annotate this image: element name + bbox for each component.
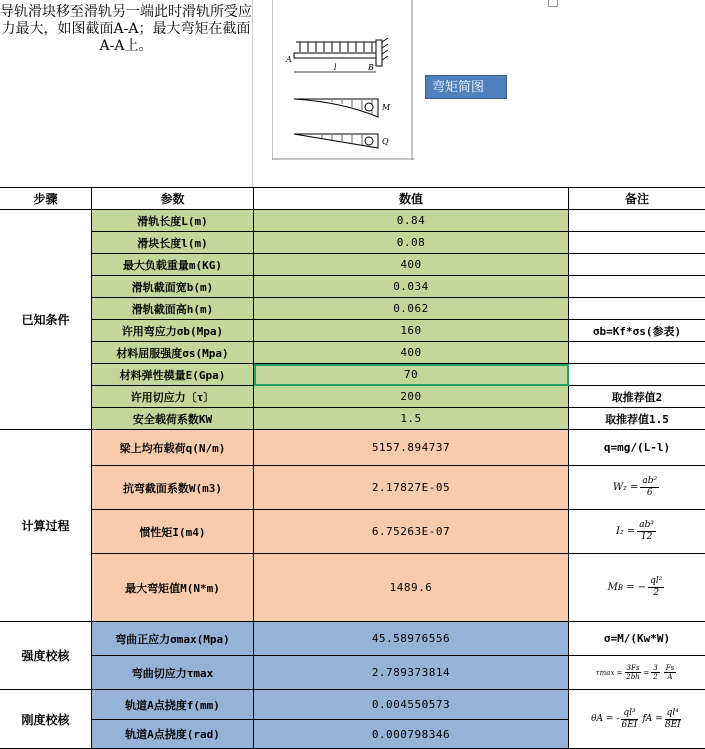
param-cell: 许用弯应力σb(Mpa)	[92, 320, 254, 342]
formula-f-den: 8EI	[664, 719, 681, 730]
value-cell[interactable]: 400	[254, 254, 569, 276]
value-cell[interactable]: 1.5	[254, 408, 569, 430]
param-cell: 最大弯矩值M(N*m)	[92, 554, 254, 622]
formula-theta-lhs: θA = -	[591, 714, 620, 724]
formula-I-num: ab³	[639, 520, 654, 530]
param-cell: 弯曲切应力τmax	[92, 656, 254, 690]
formula-tau-d3: A	[667, 673, 673, 681]
label-B: B	[368, 63, 374, 72]
moment-diagram-button[interactable]: 弯矩简图	[425, 75, 507, 99]
value-cell[interactable]: 1489.6	[254, 554, 569, 622]
value-cell[interactable]: 2.17827E-05	[254, 466, 569, 510]
value-cell[interactable]: 0.08	[254, 232, 569, 254]
remark-cell: 取推荐值2	[569, 386, 705, 408]
param-cell: 滑轨截面宽b(m)	[92, 276, 254, 298]
param-cell: 安全载荷系数KW	[92, 408, 254, 430]
remark-cell: σb=Kf*σs(参表)	[569, 320, 705, 342]
formula-M-sub: B	[617, 583, 624, 592]
param-cell: 滑轨截面高h(m)	[92, 298, 254, 320]
remark-stiffness	[569, 690, 705, 749]
param-cell: 梁上均布载荷q(N/m)	[92, 430, 254, 466]
remark-M: M B = − $\frac{\text{ql²}}{2}$	[569, 554, 705, 622]
value-cell[interactable]: 0.000798346	[254, 720, 569, 749]
formula-W-num: ab²	[642, 476, 658, 486]
label-A: A	[286, 55, 292, 64]
value-cell[interactable]: 5157.894737	[254, 430, 569, 466]
param-cell: 抗弯截面系数W(m3)	[92, 466, 254, 510]
value-cell[interactable]: 160	[254, 320, 569, 342]
param-cell: 许用切应力〔τ〕	[92, 386, 254, 408]
group-known: 已知条件	[0, 210, 92, 430]
remark-tau: τmax = $\frac{3Fs}{2bh}$ = $\frac{3}{2}$ $\frac{Fs}{A}$	[569, 656, 705, 690]
remark-cell	[569, 232, 705, 254]
label-M: M	[382, 103, 391, 112]
remark-cell	[569, 364, 705, 386]
value-cell[interactable]: 200	[254, 386, 569, 408]
header-step: 步骤	[0, 188, 92, 210]
description-text: 导轨滑块移至滑轨另一端此时滑轨所受应力最大，如图截面A-A；最大弯矩在截面A-A上。	[0, 4, 252, 54]
group-strength: 强度校核	[0, 622, 92, 690]
value-cell[interactable]: 0.034	[254, 276, 569, 298]
formula-tau-n1: 3Fs	[626, 664, 640, 672]
formula-f-lhs: fA =	[642, 714, 663, 724]
value-cell[interactable]: 2.789373814	[254, 656, 569, 690]
formula-M-lhs: M	[607, 582, 618, 593]
label-Q: Q	[382, 137, 389, 146]
value-cell[interactable]: 400	[254, 342, 569, 364]
param-cell: 惯性矩I(m4)	[92, 510, 254, 554]
value-cell[interactable]: 6.75263E-07	[254, 510, 569, 554]
remark-cell	[569, 298, 705, 320]
param-cell: 材料屈服强度σs(Mpa)	[92, 342, 254, 364]
param-cell: 轨道A点挠度(rad)	[92, 720, 254, 749]
remark-I: I z = $\frac{\text{ab³}}{12}$	[569, 510, 705, 554]
formula-f-num: ql⁴	[666, 707, 679, 718]
calc-table	[0, 187, 705, 749]
param-cell: 弯曲正应力σmax(Mpa)	[92, 622, 254, 656]
formula-M-num: ql²	[650, 576, 663, 586]
label-l: l	[334, 63, 337, 72]
formula-I-den: 12	[640, 532, 653, 542]
remark-cell	[569, 254, 705, 276]
formula-W-den: 6	[646, 488, 653, 498]
formula-tau-n2: 3	[653, 664, 658, 672]
param-cell: 滑轨长度L(m)	[92, 210, 254, 232]
param-cell: 轨道A点挠度f(mm)	[92, 690, 254, 720]
value-cell[interactable]: 0.84	[254, 210, 569, 232]
formula-W-sub: z	[623, 483, 627, 492]
remark-cell	[569, 342, 705, 364]
beam-diagram	[272, 0, 414, 160]
header-value: 数值	[254, 188, 569, 210]
formula-I-sub: z	[619, 527, 624, 536]
formula-M-den: 2	[653, 588, 660, 598]
remark-cell	[569, 210, 705, 232]
formula-tau-d1: 2bh	[626, 673, 640, 681]
formula-I-lhs: I	[616, 526, 620, 537]
value-cell[interactable]: 0.062	[254, 298, 569, 320]
value-cell[interactable]: 45.58976556	[254, 622, 569, 656]
param-cell: 最大负载重量m(KG)	[92, 254, 254, 276]
value-cell[interactable]: 0.004550573	[254, 690, 569, 720]
formula-tau-n3: Fs	[665, 664, 675, 672]
formula-theta-num: ql³	[623, 707, 636, 718]
value-cell[interactable]: 70	[254, 364, 569, 386]
formula-tau-d2: 2	[653, 673, 658, 681]
param-cell: 滑块长度l(m)	[92, 232, 254, 254]
group-stiffness: 刚度校核	[0, 690, 92, 749]
remark-cell: 取推荐值1.5	[569, 408, 705, 430]
small-marker	[548, 0, 558, 7]
remark-sigma: σ=M/(Kw*W)	[569, 622, 705, 656]
remark-q: q=mg/(L-l)	[569, 430, 705, 466]
remark-W: W z = $\frac{\text{ab²}}{6}$	[569, 466, 705, 510]
formula-tau-lhs: τmax =	[595, 668, 623, 677]
group-calc: 计算过程	[0, 430, 92, 622]
remark-cell	[569, 276, 705, 298]
formula-W-lhs: W	[612, 482, 624, 493]
param-cell: 材料弹性模量E(Gpa)	[92, 364, 254, 386]
formula-theta-den: 6EI	[621, 719, 638, 730]
header-remark: 备注	[569, 188, 705, 210]
header-param: 参数	[92, 188, 254, 210]
